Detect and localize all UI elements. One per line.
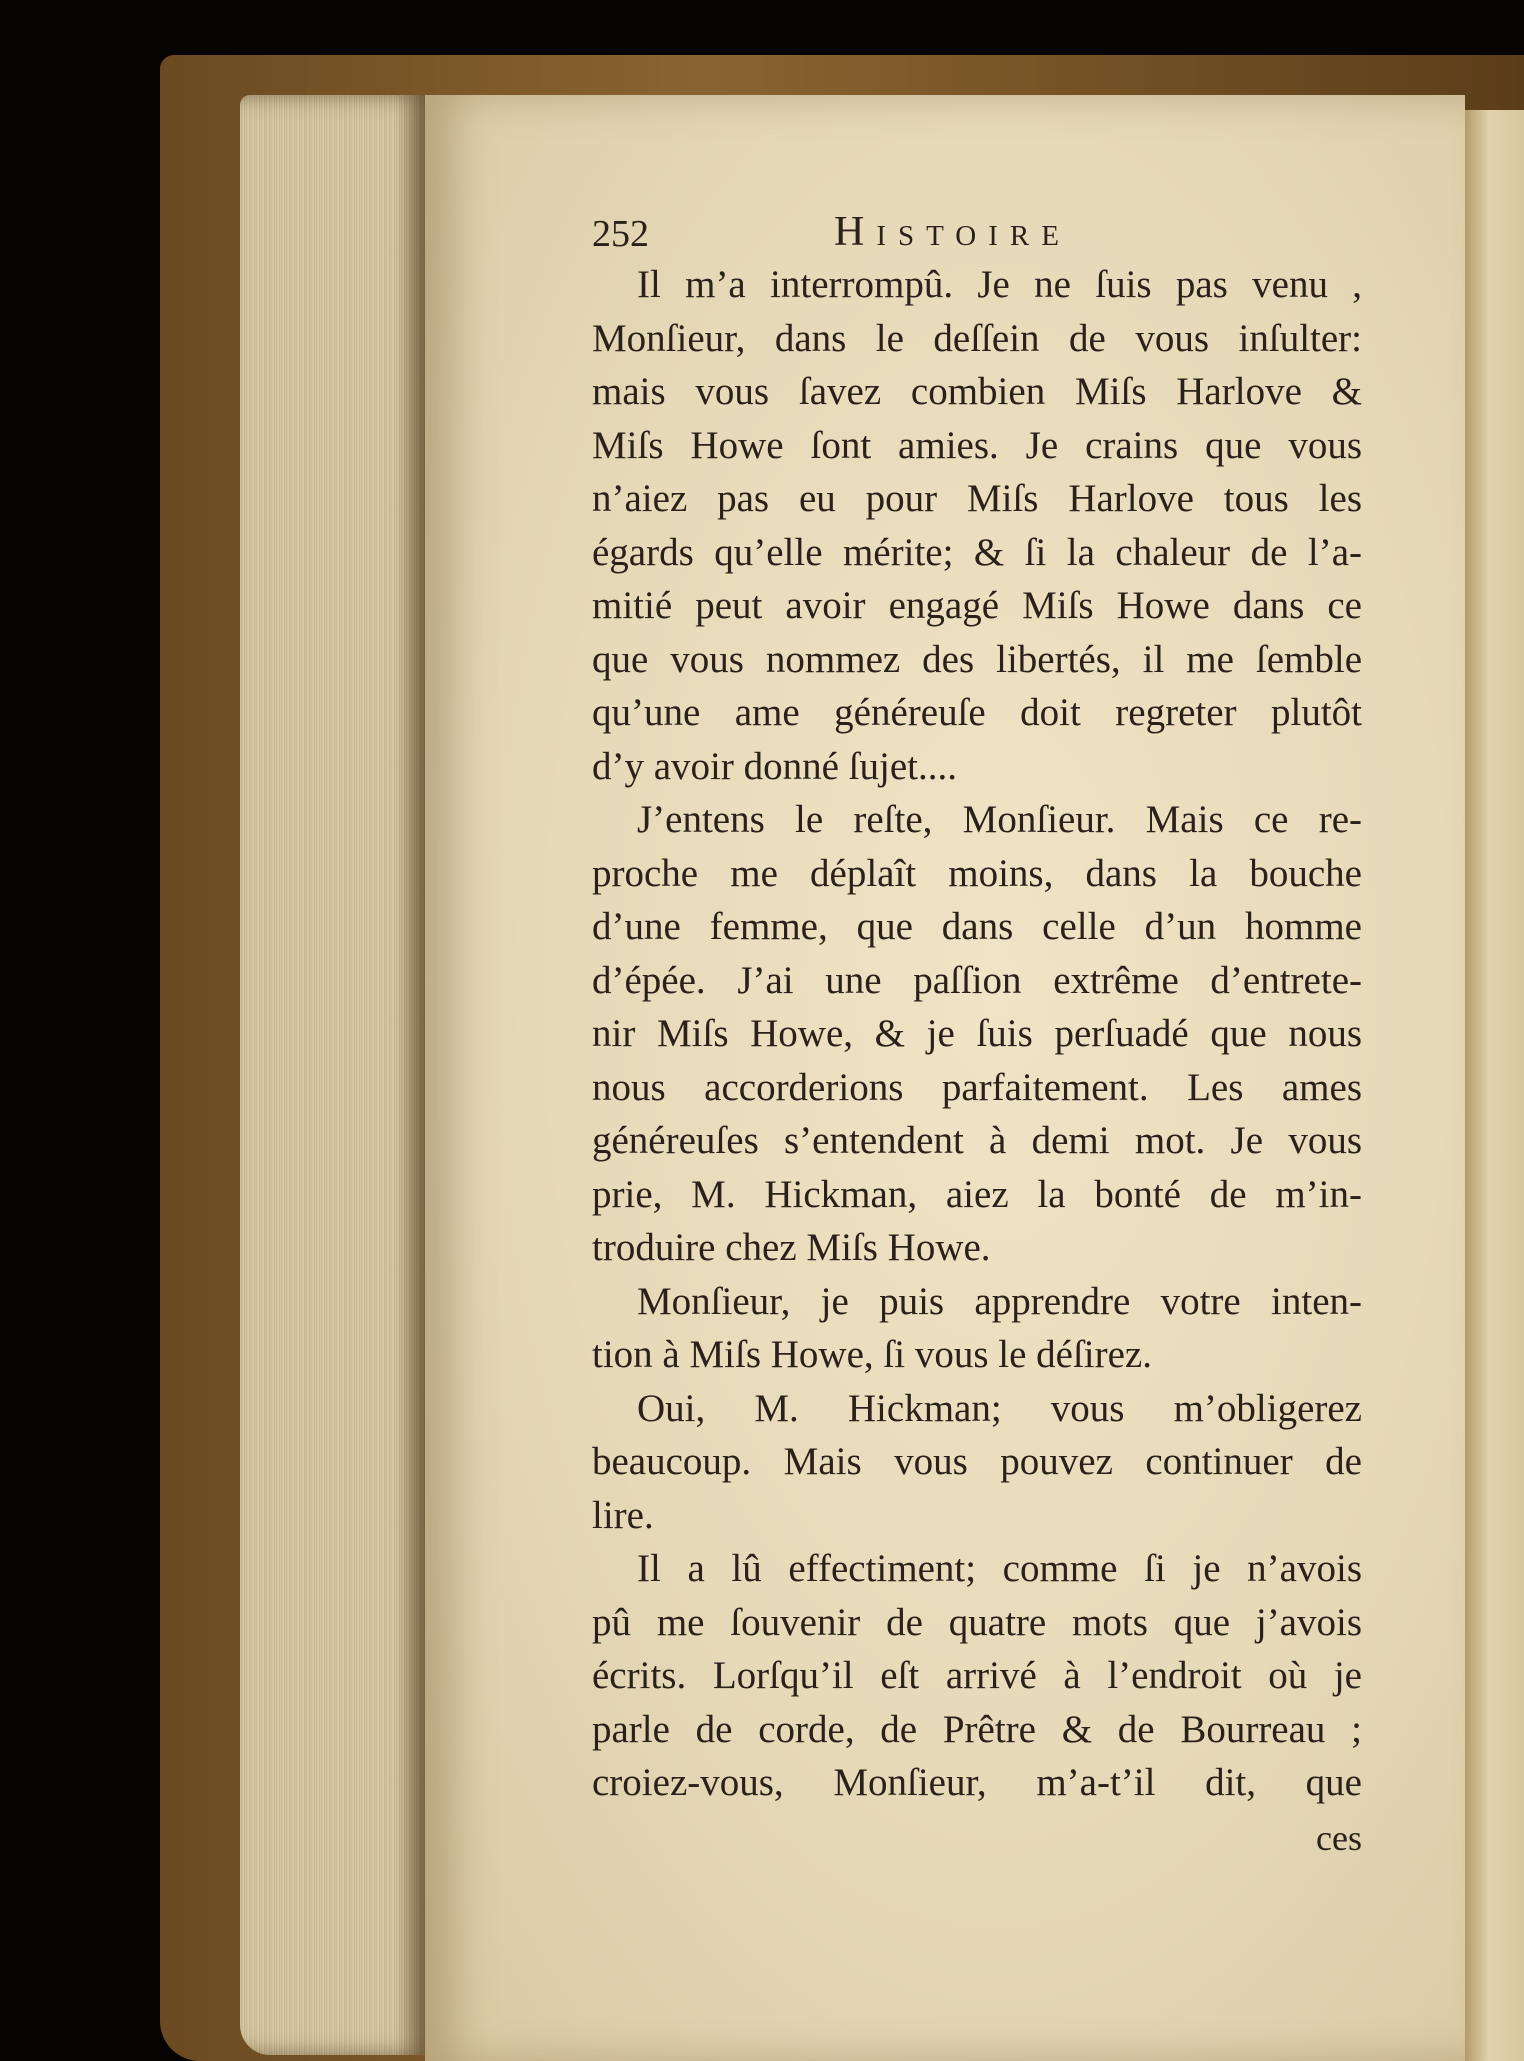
text-lines bbox=[592, 258, 1362, 1810]
text-line: prie, M. Hickman, aiez la bonté de m’in- bbox=[592, 1172, 1362, 1216]
text-line: Il a lû effectiment; comme ſi je n’avois bbox=[637, 1547, 1362, 1590]
text-line: beaucoup. Mais vous pouvez continuer de bbox=[592, 1440, 1362, 1483]
text-line: Il m’a interrompû. Je ne ſuis pas venu , bbox=[637, 263, 1362, 306]
text-line: égards qu’elle mérite; & ſi la chaleur de l’a- bbox=[592, 530, 1362, 574]
running-title: Histoire bbox=[834, 209, 1071, 255]
text-line: qu’une ame généreuſe doit regreter plutôt bbox=[592, 691, 1362, 734]
text-line: parle de corde, de Prêtre & de Bourreau ; bbox=[592, 1707, 1362, 1751]
facing-page-edge bbox=[1465, 110, 1524, 2061]
text-line: Miſs Howe ſont amies. Je crains que vous bbox=[592, 423, 1362, 467]
page-text bbox=[592, 208, 1362, 1860]
text-line: d’une femme, que dans celle d’un homme bbox=[592, 905, 1362, 948]
text-line: pû me ſouvenir de quatre mots que j’avois bbox=[592, 1600, 1362, 1644]
page-number: 252 bbox=[592, 213, 649, 255]
text-line: mitié peut avoir engagé Miſs Howe dans ce bbox=[592, 584, 1362, 627]
text-line: d’y avoir donné ſujet.... bbox=[592, 744, 957, 788]
text-line: généreuſes s’entendent à demi mot. Je vous bbox=[592, 1119, 1362, 1162]
text-line: Monſieur, je puis apprendre votre inten- bbox=[637, 1279, 1362, 1323]
text-line: d’épée. J’ai une paſſion extrême d’entrete- bbox=[592, 958, 1362, 1002]
text-line: n’aiez pas eu pour Miſs Harlove tous les bbox=[592, 477, 1362, 520]
text-line: troduire chez Miſs Howe. bbox=[592, 1226, 991, 1269]
text-line: écrits. Lorſqu’il eſt arrivé à l’endroit où je bbox=[592, 1654, 1362, 1697]
text-line: proche me déplaît moins, dans la bouche bbox=[592, 851, 1362, 895]
text-line: nir Miſs Howe, & je ſuis perſuadé que nous bbox=[592, 1012, 1362, 1055]
text-line: Oui, M. Hickman; vous m’obligerez bbox=[637, 1386, 1362, 1430]
text-line: croiez-vous, Monſieur, m’a-t’il dit, que bbox=[592, 1761, 1362, 1804]
text-line: mais vous ſavez combien Miſs Harlove & bbox=[592, 370, 1362, 413]
text-line: lire. bbox=[592, 1493, 654, 1537]
text-line: Monſieur, dans le deſſein de vous inſulter: bbox=[592, 316, 1362, 360]
text-line: que vous nommez des libertés, il me ſemble bbox=[592, 637, 1362, 681]
running-head bbox=[592, 208, 1362, 258]
catchword: ces bbox=[1316, 1817, 1362, 1858]
text-line: tion à Miſs Howe, ſi vous le déſirez. bbox=[592, 1333, 1152, 1376]
text-line: J’entens le reſte, Monſieur. Mais ce re- bbox=[637, 798, 1362, 841]
text-line: nous accorderions parfaitement. Les ames bbox=[592, 1065, 1362, 1109]
